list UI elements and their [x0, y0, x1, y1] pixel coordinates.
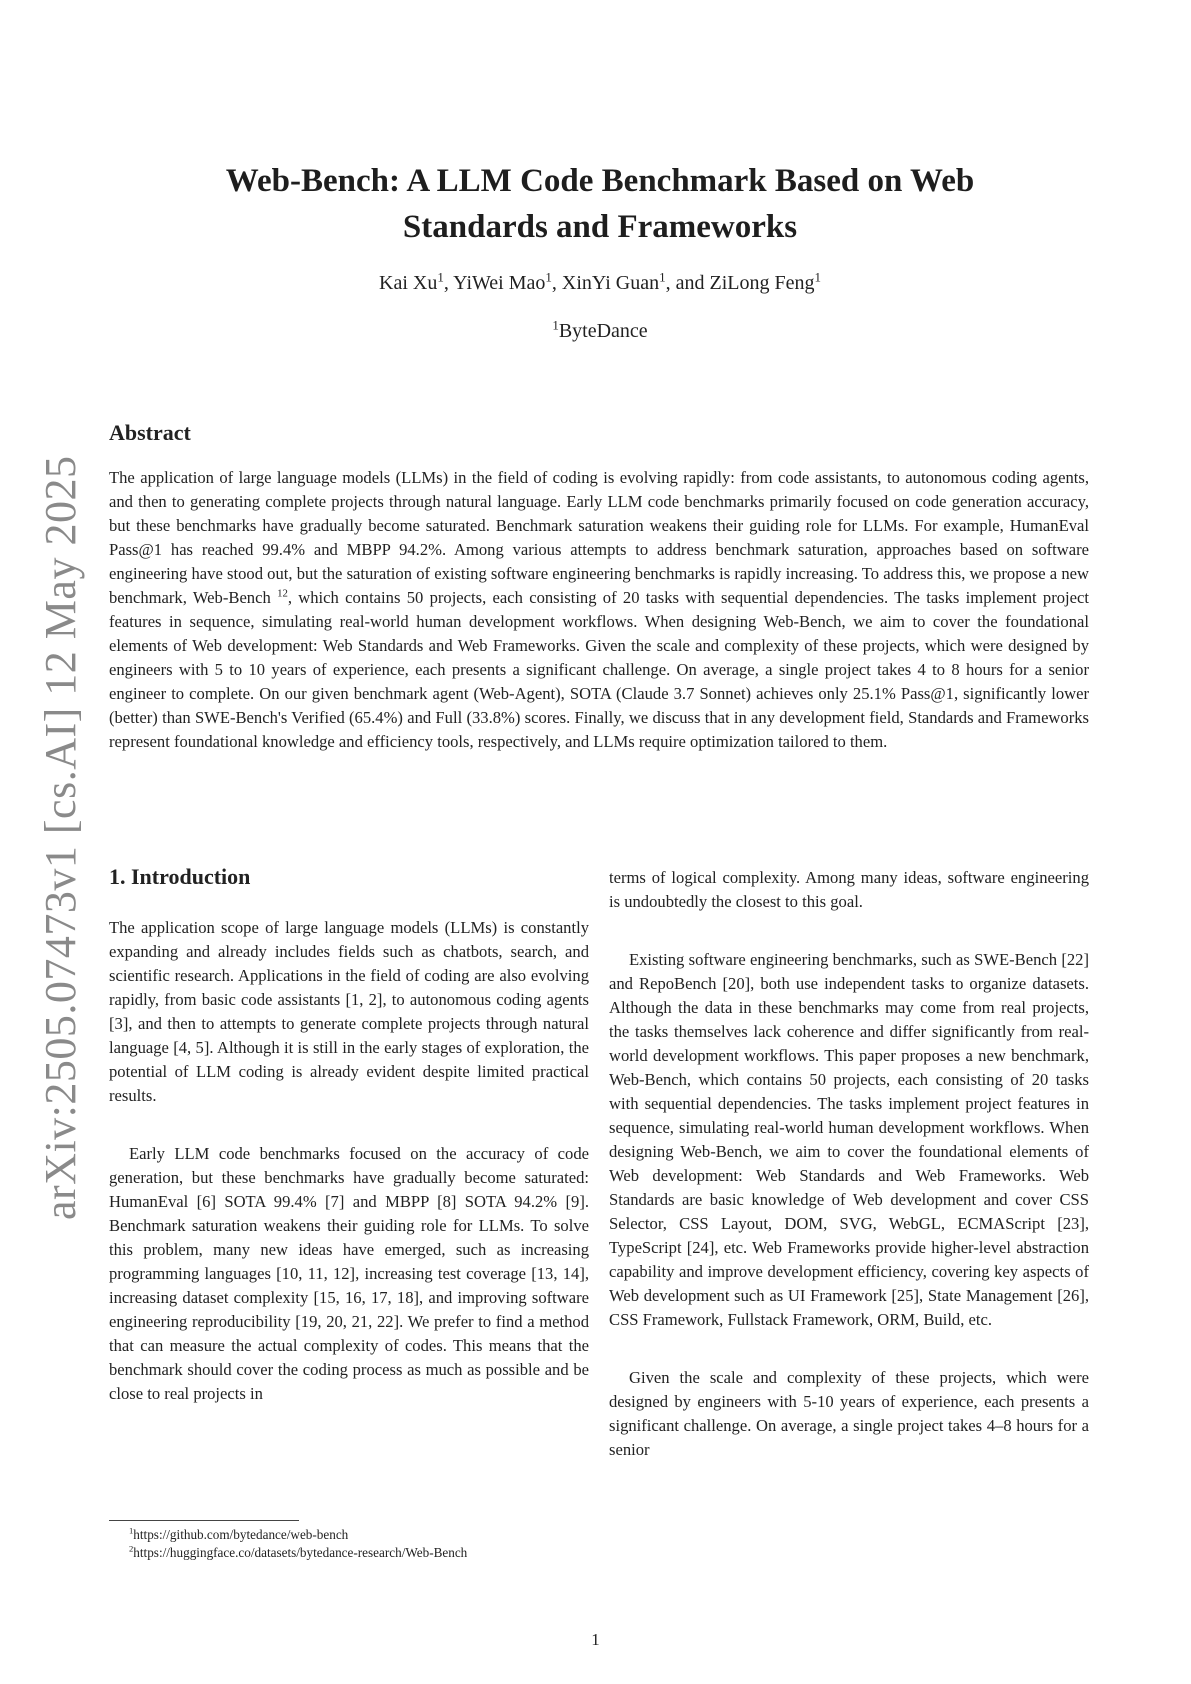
section-heading-introduction: 1. Introduction	[109, 864, 251, 889]
affiliation: $^1$ByteDance	[552, 317, 648, 342]
author-list: Kai Xu$^1$, YiWei Mao$^1$, XinYi Guan$^1$, and ZiLong Feng$^1$	[379, 269, 821, 294]
paragraph: terms of logical complexity. Among many ideas, software engineering is undoubtedly the closest to this goal.	[609, 868, 1089, 911]
paper-title	[150, 158, 1050, 250]
footnotes	[109, 1526, 589, 1562]
footnote-link[interactable]: https://huggingface.co/datasets/bytedance-research/Web-Bench	[133, 1545, 468, 1560]
paragraph: Given the scale and complexity of these projects, which were designed by engineers with 5-10 years of experience, each presents a significant challenge. On average, a single project takes 4–8 hours for a senior	[609, 1368, 1089, 1459]
arxiv-identifier-stamp: arXiv:2505.07473v1 [cs.AI] 12 May 2025	[36, 455, 85, 1220]
abstract-body: The application of large language models (LLMs) in the field of coding is evolving rapidly: from code assistants, to autonomous coding agents, and then to generating complete projects through natural language. Early LLM code benchmarks primarily focused on code generation accuracy, but these benchmarks have gradually become saturated. Benchmark saturation weakens their guiding role for LLMs. For example, HumanEval Pass@1 has reached 99.4% and MBPP 94.2%. Among various attempts to address benchmark saturation, approaches based on software engineering have stood out, but the saturation of existing software engineering benchmarks is rapidly increasing. To address this, we propose a new benchmark, Web-Bench $^{12}$, which contains 50 projects, each consisting of 20 tasks with sequential dependencies. The tasks implement project features in sequence, simulating real-world human development workflows. When designing Web-Bench, we aim to cover the foundational elements of Web development: Web Standards and Web Frameworks. Given the scale and complexity of these projects, which were designed by engineers with 5 to 10 years of experience, each presents a significant challenge. On average, a single project takes 4 to 8 hours for a senior engineer to complete. On our given benchmark agent (Web-Agent), SOTA (Claude 3.7 Sonnet) achieves only 25.1% Pass@1, significantly lower (better) than SWE-Bench's Verified (65.4%) and Full (33.8%) scores. Finally, we discuss that in any development field, Standards and Frameworks represent foundational knowledge and efficiency tools, respectively, and LLMs require optimization tailored to them.	[109, 468, 1090, 751]
right-column	[609, 866, 1089, 1462]
abstract-heading: Abstract	[109, 420, 191, 445]
paragraph: The application scope of large language models (LLMs) is constantly expanding and already includes fields such as chatbots, search, and scientific research. Applications in the field of coding are also evolving rapidly, from basic code assistants [1, 2], to autonomous coding agents [3], and then to attempts to generate complete projects through natural language [4, 5]. Although it is still in the early stages of exploration, the potential of LLM coding is already evident despite limited practical results.	[109, 918, 589, 1105]
paragraph: Early LLM code benchmarks focused on the accuracy of code generation, but these benchmarks have gradually become saturated: HumanEval [6] SOTA 99.4% [7] and MBPP [8] SOTA 94.2% [9]. Benchmark saturation weakens their guiding role for LLMs. To solve this problem, many new ideas have emerged, such as increasing programming languages [10, 11, 12], increasing test coverage [13, 14], increasing dataset complexity [15, 16, 17, 18], and improving software engineering reproducibility [19, 20, 21, 22]. We prefer to find a method that can measure the actual complexity of codes. This means that the benchmark should cover the coding process as much as possible and be close to real projects in	[109, 1144, 589, 1403]
author: Kai Xu$^1$	[379, 269, 444, 294]
title-line-1: Web-Bench: A LLM Code Benchmark Based on Web	[225, 163, 975, 199]
footnote-divider	[109, 1520, 299, 1521]
author: XinYi Guan$^1$	[561, 269, 666, 294]
footnote-link[interactable]: https://github.com/bytedance/web-bench	[133, 1527, 349, 1542]
left-column	[109, 916, 589, 1406]
page-number: 1	[591, 1630, 600, 1649]
author: ZiLong Feng$^1$	[709, 269, 821, 294]
paragraph: Existing software engineering benchmarks, such as SWE-Bench [22] and RepoBench [20], both use independent tasks to organize datasets. Although the data in these benchmarks may come from real projects, the tasks themselves lack coherence and differ significantly from real-world development workflows. This paper proposes a new benchmark, Web-Bench, which contains 50 projects, each consisting of 20 tasks with sequential dependencies. The tasks implement project features in sequence, simulating real-world human development workflows. When designing Web-Bench, we aim to cover the foundational elements of Web development: Web Standards and Web Frameworks. Web Standards are basic knowledge of Web development and cover CSS Selector, CSS Layout, DOM, SVG, WebGL, ECMAScript [23], TypeScript [24], etc. Web Frameworks provide higher-level abstraction capability and improve development efficiency, covering key aspects of Web development such as UI Framework [25], State Management [26], CSS Framework, Fullstack Framework, ORM, Build, etc.	[609, 950, 1089, 1329]
footnote: $^2$https://huggingface.co/datasets/bytedance-research/Web-Bench	[129, 1543, 468, 1560]
author: YiWei Mao$^1$	[453, 269, 552, 294]
footnote: $^1$https://github.com/bytedance/web-bench	[129, 1525, 349, 1542]
title-line-2: Standards and Frameworks	[402, 209, 798, 245]
